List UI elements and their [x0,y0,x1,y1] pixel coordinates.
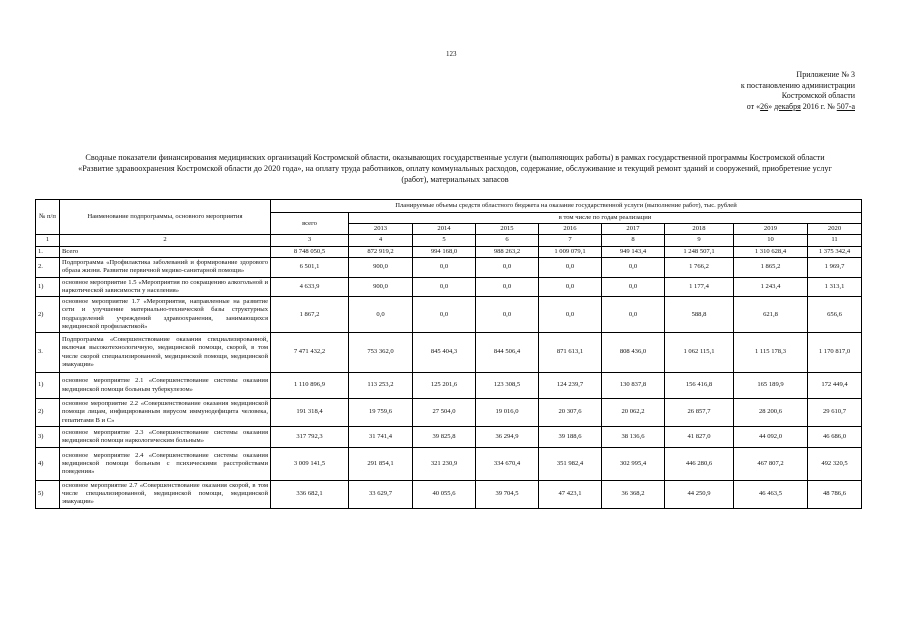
row-number: 2) [36,297,60,333]
row-year-value: 172 449,4 [808,373,862,399]
row-year-value: 0,0 [539,277,602,296]
row-year-value: 1 865,2 [734,257,808,277]
document-title [45,153,865,185]
row-year-value: 621,8 [734,297,808,333]
row-year-value: 19 759,6 [349,399,413,427]
column-index-cell: 8 [602,235,665,246]
column-index-cell: 5 [413,235,476,246]
row-year-value: 40 055,6 [413,481,476,509]
header-by-year: в том числе по годам реализации [349,213,862,224]
row-year-value: 0,0 [476,257,539,277]
column-index-cell: 3 [271,235,349,246]
date-year: 2016 г. № [800,101,837,111]
decree-number: 507-а [836,101,855,111]
row-year-value: 334 670,4 [476,448,539,481]
row-number: 1) [36,277,60,296]
row-year-value: 26 857,7 [665,399,734,427]
row-year-value: 0,0 [539,297,602,333]
row-year-value: 39 704,5 [476,481,539,509]
row-year-value: 1 375 342,4 [808,246,862,257]
row-year-value: 1 766,2 [665,257,734,277]
header-year: 2020 [808,224,862,235]
row-year-value: 0,0 [413,277,476,296]
column-index-cell: 7 [539,235,602,246]
row-year-value: 1 009 079,1 [539,246,602,257]
row-year-value: 130 837,8 [602,373,665,399]
table-row [36,257,862,277]
row-year-value: 27 504,0 [413,399,476,427]
row-year-value: 47 423,1 [539,481,602,509]
row-year-value: 48 786,6 [808,481,862,509]
row-total-value: 191 318,4 [271,399,349,427]
table-row [36,297,862,333]
header-year: 2015 [476,224,539,235]
row-number: 1. [36,246,60,257]
row-year-value: 44 092,0 [734,427,808,448]
appendix-date-line [690,102,855,113]
date-month: декабря [774,101,801,111]
row-name: Всего [60,246,271,257]
column-index-cell: 10 [734,235,808,246]
header-year: 2018 [665,224,734,235]
row-year-value: 1 248 507,1 [665,246,734,257]
row-number: 3) [36,427,60,448]
row-number: 5) [36,481,60,509]
row-total-value: 336 682,1 [271,481,349,509]
column-index-cell: 2 [60,235,271,246]
row-year-value: 20 062,2 [602,399,665,427]
row-name: Подпрограмма «Совершенствование оказания специализированной, включая высокотехнологичную, медицинской помощи, скорой, в том числе скорой специализированной, медицинской помощи, медицинской эвакуации» [60,333,271,373]
row-year-value: 19 016,0 [476,399,539,427]
header-name: Наименование подпрограммы, основного мероприятия [60,200,271,235]
appendix-block [690,70,855,112]
row-year-value: 351 982,4 [539,448,602,481]
row-number: 4) [36,448,60,481]
row-year-value: 33 629,7 [349,481,413,509]
column-index-cell: 1 [36,235,60,246]
table-row [36,427,862,448]
row-year-value: 302 995,4 [602,448,665,481]
header-year: 2019 [734,224,808,235]
row-year-value: 0,0 [349,297,413,333]
row-total-value: 6 501,1 [271,257,349,277]
table-row [36,373,862,399]
row-total-value: 3 009 141,5 [271,448,349,481]
row-year-value: 1 310 628,4 [734,246,808,257]
row-year-value: 0,0 [476,297,539,333]
header-row-1 [36,200,862,213]
title-line-3: (работ), материальных запасов [401,174,509,184]
date-mid: » [768,101,775,111]
row-year-value: 39 188,6 [539,427,602,448]
row-year-value: 291 854,1 [349,448,413,481]
row-year-value: 900,0 [349,257,413,277]
row-year-value: 492 320,5 [808,448,862,481]
row-name: основное мероприятие 2.2 «Совершенствование оказания медицинской помощи лицам, инфицированным вирусом иммунодефицита человека, гепатитами B и C» [60,399,271,427]
row-year-value: 124 239,7 [539,373,602,399]
row-name: основное мероприятие 2.7 «Совершенствование оказания скорой, в том числе специализированной, медицинской помощи, медицинской эвакуации» [60,481,271,509]
row-year-value: 41 827,0 [665,427,734,448]
row-year-value: 0,0 [413,297,476,333]
row-year-value: 20 307,6 [539,399,602,427]
row-year-value: 1 170 817,0 [808,333,862,373]
column-index-cell: 11 [808,235,862,246]
appendix-line-3: Костромской области [781,91,855,100]
row-year-value: 844 506,4 [476,333,539,373]
row-total-value: 317 792,3 [271,427,349,448]
row-year-value: 1 062 115,1 [665,333,734,373]
row-year-value: 588,8 [665,297,734,333]
row-name: основное мероприятие 2.1 «Совершенствование системы оказания медицинской помощи больным туберкулезом» [60,373,271,399]
table-row [36,448,862,481]
row-name: основное мероприятие 1.5 «Мероприятия по сокращению алкогольной и наркотической зависимости у населения» [60,277,271,296]
row-year-value: 38 136,6 [602,427,665,448]
row-total-value: 1 110 896,9 [271,373,349,399]
appendix-line-2: к постановлению администрации [740,80,855,90]
row-year-value: 113 253,2 [349,373,413,399]
row-year-value: 0,0 [476,277,539,296]
row-year-value: 29 610,7 [808,399,862,427]
table-row [36,481,862,509]
row-name: Подпрограмма «Профилактика заболеваний и формирование здорового образа жизни. Развитие первичной медико-санитарной помощи» [60,257,271,277]
row-year-value: 988 263,2 [476,246,539,257]
row-year-value: 0,0 [602,297,665,333]
title-line-1: Сводные показатели финансирования медицинских организаций Костромской области, оказывающих государственные услуги (выполняющих работы) в рамках государственной программы Костромской области [85,153,825,162]
header-year: 2013 [349,224,413,235]
column-index-row [36,235,862,246]
row-total-value: 1 867,2 [271,297,349,333]
row-year-value: 656,6 [808,297,862,333]
row-year-value: 467 807,2 [734,448,808,481]
row-name: основное мероприятие 2.4 «Совершенствование системы оказания медицинской помощи больным с психическими расстройствами поведения» [60,448,271,481]
date-day: 26 [760,101,769,111]
table-row [36,277,862,296]
row-year-value: 1 313,1 [808,277,862,296]
row-year-value: 31 741,4 [349,427,413,448]
row-year-value: 28 200,6 [734,399,808,427]
header-planned: Планируемые объемы средств областного бюджета на оказание государственной услуги (выполнение работ), тыс. рублей [271,200,862,213]
row-year-value: 872 919,2 [349,246,413,257]
row-year-value: 36 294,9 [476,427,539,448]
title-line-2: «Развитие здравоохранения Костромской области до 2020 года», на оплату труда работников, оплату коммунальных расходов, содержание, обслуживание и текущий ремонт зданий и сооружений, приобретение услуг [78,163,832,173]
row-year-value: 446 280,6 [665,448,734,481]
row-name: основное мероприятие 1.7 «Мероприятия, направленные на развитие сети и улучшение материально-технической базы структурных подразделений учреждений здравоохранения, занимающихся медицинской профилактикой» [60,297,271,333]
financing-table [35,199,862,509]
column-index-cell: 9 [665,235,734,246]
header-year: 2016 [539,224,602,235]
row-number: 3. [36,333,60,373]
header-total: всего [271,213,349,235]
row-year-value: 39 825,8 [413,427,476,448]
row-year-value: 871 613,1 [539,333,602,373]
row-year-value: 0,0 [602,257,665,277]
row-year-value: 1 177,4 [665,277,734,296]
page-number: 123 [446,50,457,58]
row-year-value: 0,0 [602,277,665,296]
row-year-value: 46 686,0 [808,427,862,448]
row-year-value: 36 368,2 [602,481,665,509]
row-number: 1) [36,373,60,399]
row-total-value: 7 471 432,2 [271,333,349,373]
row-year-value: 0,0 [539,257,602,277]
row-year-value: 123 308,5 [476,373,539,399]
row-total-value: 8 748 050,5 [271,246,349,257]
row-year-value: 156 416,8 [665,373,734,399]
row-year-value: 1 243,4 [734,277,808,296]
row-year-value: 753 362,0 [349,333,413,373]
row-year-value: 1 115 178,3 [734,333,808,373]
row-year-value: 994 168,0 [413,246,476,257]
row-year-value: 46 463,5 [734,481,808,509]
row-year-value: 900,0 [349,277,413,296]
table-row [36,246,862,257]
header-num: № п/п [36,200,60,235]
row-total-value: 4 633,9 [271,277,349,296]
row-year-value: 0,0 [413,257,476,277]
table-row [36,399,862,427]
appendix-line-1: Приложение № 3 [796,70,855,79]
row-year-value: 845 404,3 [413,333,476,373]
row-year-value: 949 143,4 [602,246,665,257]
date-prefix: от « [746,101,761,111]
row-year-value: 125 201,6 [413,373,476,399]
column-index-cell: 6 [476,235,539,246]
column-index-cell: 4 [349,235,413,246]
row-number: 2) [36,399,60,427]
row-name: основное мероприятие 2.3 «Совершенствование системы оказания медицинской помощи наркологическим больным» [60,427,271,448]
table-row [36,333,862,373]
row-number: 2. [36,257,60,277]
row-year-value: 165 189,9 [734,373,808,399]
header-year: 2014 [413,224,476,235]
row-year-value: 808 436,0 [602,333,665,373]
header-year: 2017 [602,224,665,235]
row-year-value: 321 230,9 [413,448,476,481]
row-year-value: 1 969,7 [808,257,862,277]
row-year-value: 44 250,9 [665,481,734,509]
